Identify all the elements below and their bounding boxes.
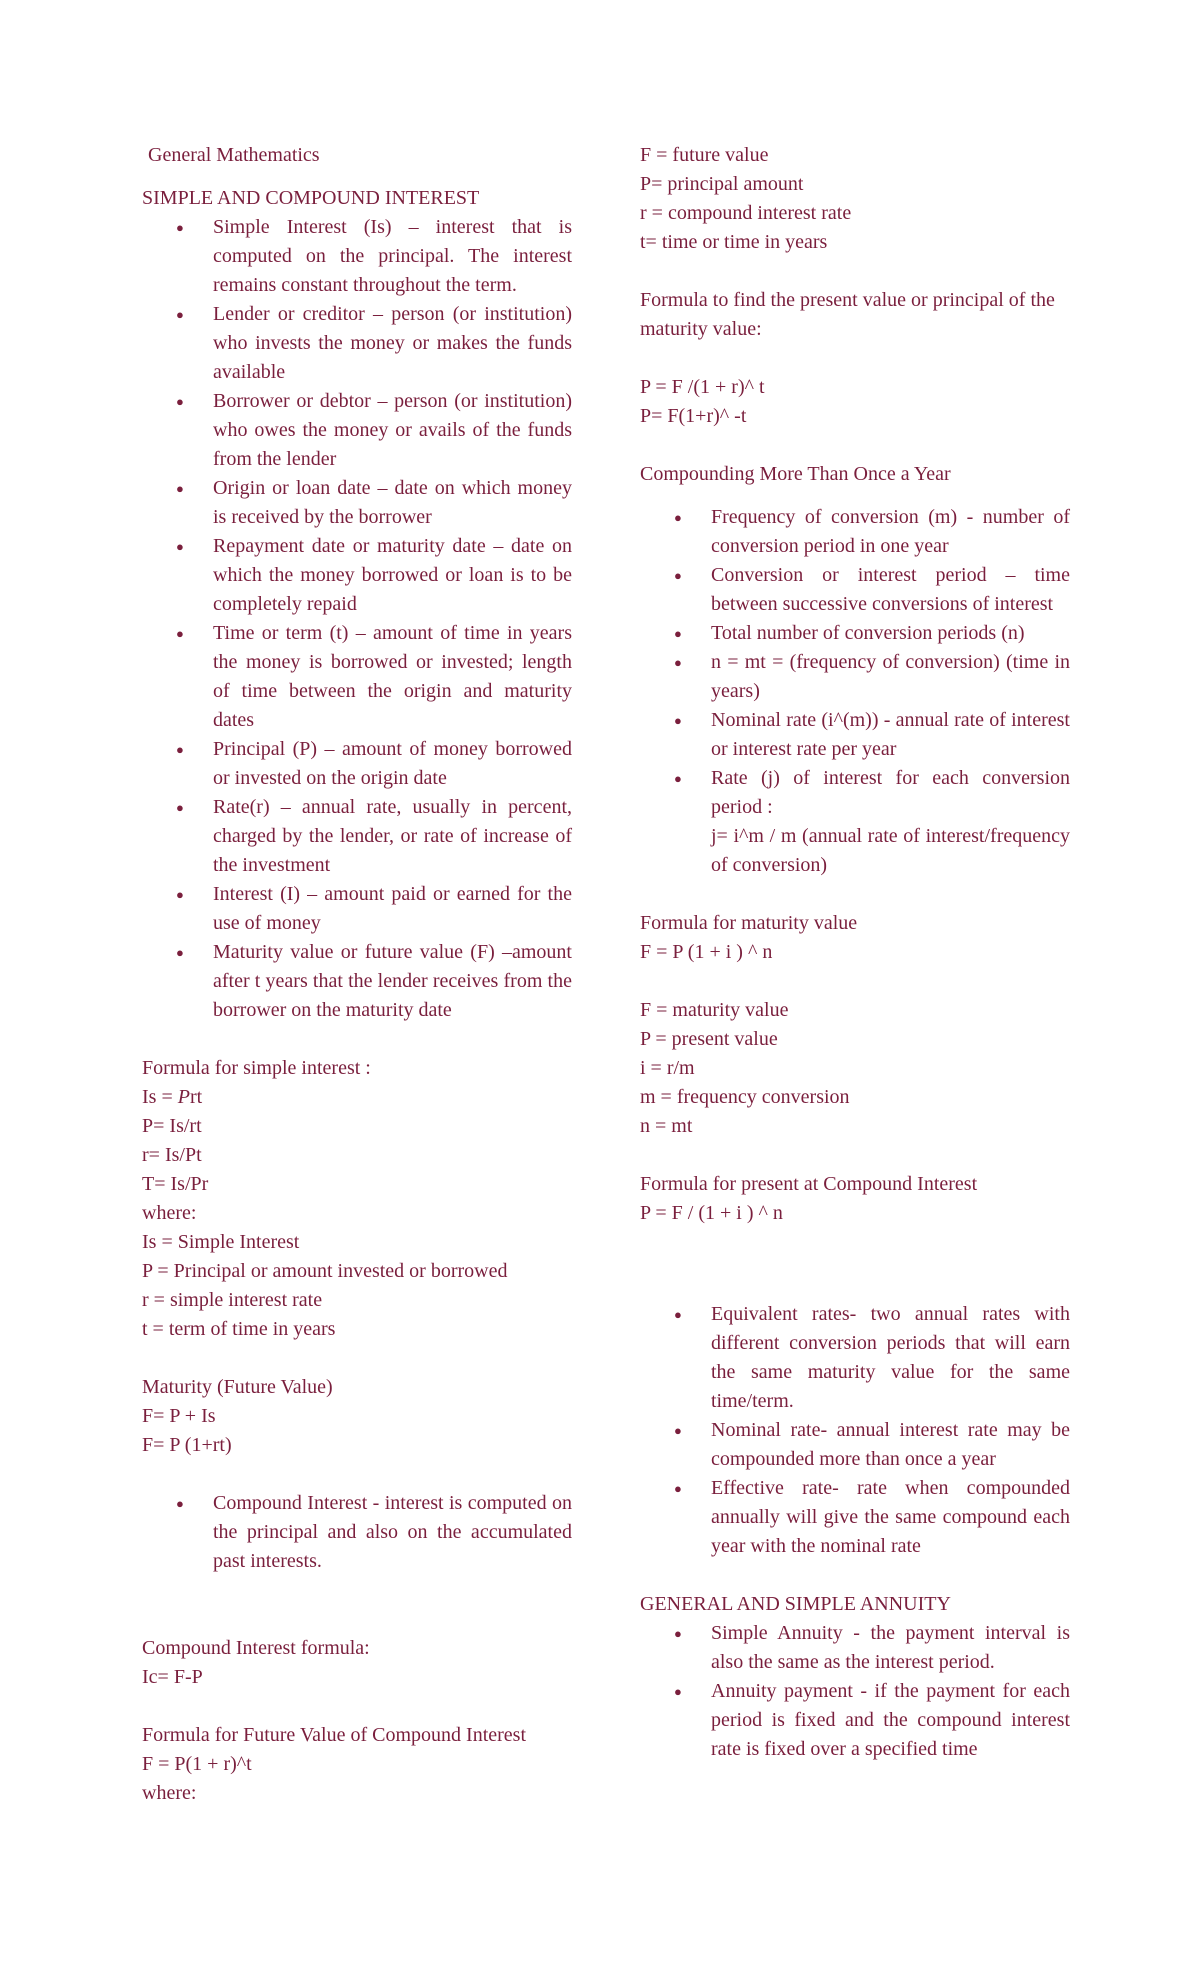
variable-line: n = mt [640,1115,693,1137]
formula-italic-p: P [177,1086,190,1108]
formula-line: where: [142,1202,197,1224]
formula-line: F = P (1 + i ) ^ n [640,941,773,963]
definition-interest: ● Interest (I) – amount paid or earned for the use of money [142,880,572,938]
item-n-formula: ● n = mt = (frequency of conversion) (time in years) [640,648,1070,706]
definitions-list [142,213,572,1025]
formula-suffix: rt [189,1086,203,1108]
variable-line: P = present value [640,1028,778,1050]
formula-line: P = F /(1 + r)^ t [640,376,765,398]
variable-line: F = maturity value [640,999,789,1021]
rates-list [640,1300,1070,1561]
where-label: where: [142,1782,197,1804]
more-than-once-heading: Compounding More Than Once a Year [640,463,951,485]
variable-line: i = r/m [640,1057,695,1079]
definition-repayment-date: ● Repayment date or maturity date – date on which the money borrowed or loan is to be completely repaid [142,532,572,619]
ci-formula-heading: Compound Interest formula: [142,1637,370,1659]
simple-formula-heading: Formula for simple interest : [142,1057,371,1079]
definition-lender: ● Lender or creditor – person (or institution) who invests the money or makes the funds available [142,300,572,387]
item-frequency: ● Frequency of conversion (m) - number of conversion period in one year [640,503,1070,561]
definition-maturity-value: ● Maturity value or future value (F) –amount after t years that the lender receives from the borrower on the maturity date [142,938,572,1025]
formula-line: F= P (1+rt) [142,1434,232,1456]
item-conversion-period: ● Conversion or interest period – time between successive conversions of interest [640,561,1070,619]
present-formula-heading: Formula for present at Compound Interest [640,1173,978,1195]
formula-line: P = F / (1 + i ) ^ n [640,1202,783,1224]
variable-line: P = Principal or amount invested or borrowed [142,1260,508,1282]
formula-line: r= Is/Pt [142,1144,202,1166]
formula-line: F= P + Is [142,1405,216,1427]
formula-line: F = P(1 + r)^t [142,1753,252,1775]
definition-rate: ● Rate(r) – annual rate, usually in percent, charged by the lender, or rate of increase of the investment [142,793,572,880]
formula-line: T= Is/Pr [142,1173,209,1195]
item-annuity-payment: ● Annuity payment - if the payment for each period is fixed and the compound interest rate is fixed over a specified time [640,1677,1070,1764]
item-equivalent-rates: ● Equivalent rates- two annual rates with different conversion periods that will earn the same maturity value for the same time/term. [640,1300,1070,1416]
variable-line: P= principal amount [640,173,804,195]
item-total-periods: ● Total number of conversion periods (n) [640,619,1070,648]
definition-simple-interest: ● Simple Interest (Is) – interest that is computed on the principal. The interest remains constant throughout the term. [142,213,572,300]
variable-line: t = term of time in years [142,1318,336,1340]
maturity-formula-heading: Formula for maturity value [640,912,858,934]
definition-time: ● Time or term (t) – amount of time in years the money is borrowed or invested; length of time between the origin and maturity dates [142,619,572,735]
rate-j-text: Rate (j) of interest for each conversion period : [711,767,1070,818]
definition-principal: ● Principal (P) – amount of money borrowed or invested on the origin date [142,735,572,793]
document-title: General Mathematics [148,144,320,166]
annuity-list [640,1619,1070,1764]
left-column [142,141,572,1808]
variable-line: t= time or time in years [640,231,828,253]
variable-line: Is = Simple Interest [142,1231,300,1253]
definition-borrower: ● Borrower or debtor – person (or institution) who owes the money or avails of the funds from the lender [142,387,572,474]
right-column [640,141,1070,1764]
item-nominal-rate-def: ● Nominal rate- annual interest rate may be compounded more than once a year [640,1416,1070,1474]
compounding-list [640,503,1070,880]
definition-origin-date: ● Origin or loan date – date on which money is received by the borrower [142,474,572,532]
formula-prefix: Is = [142,1086,178,1108]
item-effective-rate: ● Effective rate- rate when compounded annually will give the same compound each year with the nominal rate [640,1474,1070,1561]
maturity-heading: Maturity (Future Value) [142,1376,333,1398]
annuity-heading: GENERAL AND SIMPLE ANNUITY [640,1593,951,1615]
simple-formula-main [142,1083,572,1112]
variable-line: m = frequency conversion [640,1086,850,1108]
variable-line: r = compound interest rate [640,202,852,224]
definition-compound-interest: ● Compound Interest - interest is computed on the principal and also on the accumulated past interests. [142,1489,572,1576]
formula-line: P= F(1+r)^ -t [640,405,747,427]
j-formula: j= i^m / m (annual rate of interest/frequency of conversion) [711,825,1070,876]
compound-definition-list [142,1489,572,1576]
fv-heading: Formula for Future Value of Compound Interest [142,1724,527,1746]
item-rate-j [640,764,1070,880]
variable-line: F = future value [640,144,769,166]
section-title: SIMPLE AND COMPOUND INTEREST [142,187,480,209]
item-nominal-rate: ● Nominal rate (i^(m)) - annual rate of interest or interest rate per year [640,706,1070,764]
variable-line: r = simple interest rate [142,1289,323,1311]
item-simple-annuity: ● Simple Annuity - the payment interval is also the same as the interest period. [640,1619,1070,1677]
pv-heading: Formula to find the present value or principal of the maturity value: [640,289,1055,340]
formula-line: P= Is/rt [142,1115,202,1137]
formula-line: Ic= F-P [142,1666,203,1688]
